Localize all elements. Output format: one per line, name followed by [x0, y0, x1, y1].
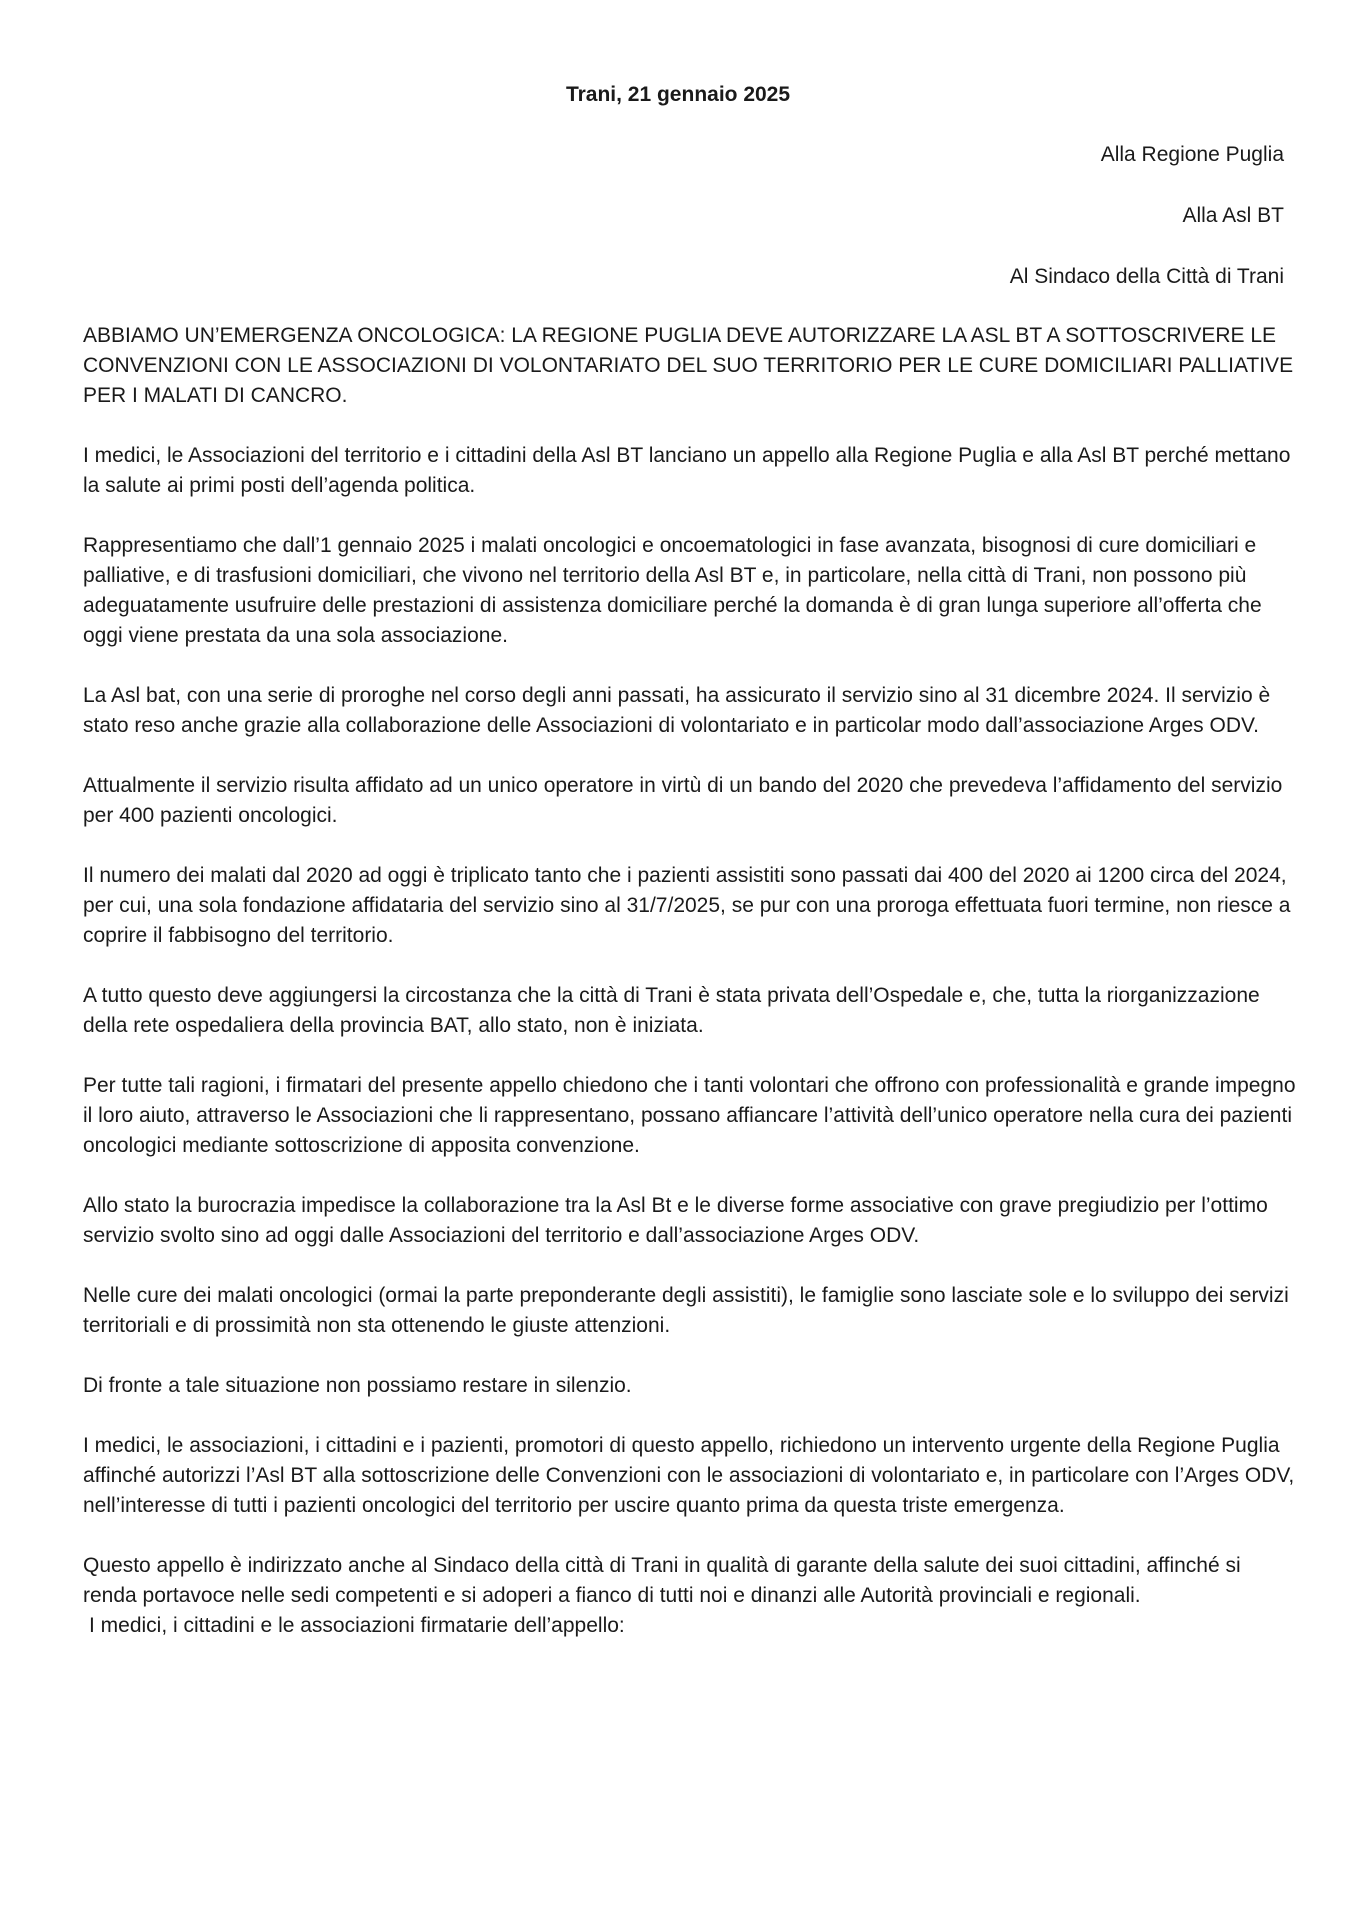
paragraph-sindaco: Questo appello è indirizzato anche al Sindaco della città di Trani in qualità di garante della salute dei suoi cittadini, affinché si renda portavoce nelle sedi competenti e si adoperi a fianco di tutti noi e dinanzi alle Autorità provinciali e regionali. [83, 1554, 1241, 1607]
paragraph-intervento-urgente: I medici, le associazioni, i cittadini e i pazienti, promotori di questo appello, richiedono un intervento urgente della Regione Puglia affinché autorizzi l’Asl BT alla sottoscrizione delle Convenzioni con le associazioni di volontariato e, in particolare con l’Arges ODV, nell’interesse di tutti i pazienti oncologici del territorio per uscire quanto prima da questa triste emergenza. [83, 1434, 1295, 1517]
paragraph-proroghe: La Asl bat, con una serie di proroghe nel corso degli anni passati, ha assicurato il servizio sino al 31 dicembre 2024. Il servizio è stato reso anche grazie alla collaborazione delle Associazioni di volontariato e in particolar modo dall’associazione Arges ODV. [83, 684, 1271, 737]
letter-body [83, 321, 1298, 1641]
letter-closing: I medici, i cittadini e le associazioni firmatarie dell’appello: [89, 1614, 625, 1637]
paragraph-ospedale: A tutto questo deve aggiungersi la circostanza che la città di Trani è stata privata dell’Ospedale e, che, tutta la riorganizzazione della rete ospedaliera della provincia BAT, allo stato, non è iniziata. [83, 984, 1260, 1037]
paragraph-situation: Rappresentiamo che dall’1 gennaio 2025 i malati oncologici e oncoematologici in fase avanzata, bisognosi di cure domiciliari e palliative, e di trasfusioni domiciliari, che vivono nel territorio della Asl BT e, in particolare, nella città di Trani, non possono più adeguatamente usufruire delle prestazioni di assistenza domiciliare perché la domanda è di gran lunga superiore all’offerta che oggi viene prestata da una sola associazione. [83, 534, 1262, 647]
paragraph-silenzio: Di fronte a tale situazione non possiamo restare in silenzio. [83, 1374, 632, 1397]
letter-date: Trani, 21 gennaio 2025 [565, 83, 791, 106]
paragraph-operatore: Attualmente il servizio risulta affidato ad un unico operatore in virtù di un bando del 2020 che prevedeva l’affidamento del servizio per 400 pazienti oncologici. [83, 774, 1283, 827]
paragraph-famiglie: Nelle cure dei malati oncologici (ormai la parte preponderante degli assistiti), le famiglie sono lasciate sole e lo sviluppo dei servizi territoriali e di prossimità non sta ottenendo le giuste attenzioni. [83, 1284, 1289, 1337]
recipient-regione: Alla Regione Puglia [1100, 143, 1284, 166]
paragraph-burocrazia: Allo stato la burocrazia impedisce la collaborazione tra la Asl Bt e le diverse forme associative con grave pregiudizio per l’ottimo servizio svolto sino ad oggi dalle Associazioni del territorio e dall’associazione Arges ODV. [83, 1194, 1268, 1247]
recipient-sindaco: Al Sindaco della Città di Trani [1009, 265, 1284, 288]
recipients-block [584, 140, 1284, 323]
letter-headline: ABBIAMO UN’EMERGENZA ONCOLOGICA: LA REGIONE PUGLIA DEVE AUTORIZZARE LA ASL BT A SOTTOSCRIVERE LE CONVENZIONI CON LE ASSOCIAZIONI DI VOLONTARIATO DEL SUO TERRITORIO PER LE CURE DOMICILIARI PALLIATIVE PER I MALATI DI CANCRO. [83, 324, 1294, 407]
paragraph-numero-malati: Il numero dei malati dal 2020 ad oggi è triplicato tanto che i pazienti assistiti sono passati dai 400 del 2020 ai 1200 circa del 2024, per cui, una sola fondazione affidataria del servizio sino al 31/7/2025, se pur con una proroga effettuata fuori termine, non riesce a coprire il fabbisogno del territorio. [83, 864, 1291, 947]
recipient-asl: Alla Asl BT [1182, 204, 1284, 227]
paragraph-appeal: I medici, le Associazioni del territorio e i cittadini della Asl BT lanciano un appello alla Regione Puglia e alla Asl BT perché mettano la salute ai primi posti dell’agenda politica. [83, 444, 1291, 497]
paragraph-richiesta-volontari: Per tutte tali ragioni, i firmatari del presente appello chiedono che i tanti volontari che offrono con professionalità e grande impegno il loro aiuto, attraverso le Associazioni che li rappresentano, possano affiancare l’attività dell’unico operatore nella cura dei pazienti oncologici mediante sottoscrizione di apposita convenzione. [83, 1074, 1296, 1157]
